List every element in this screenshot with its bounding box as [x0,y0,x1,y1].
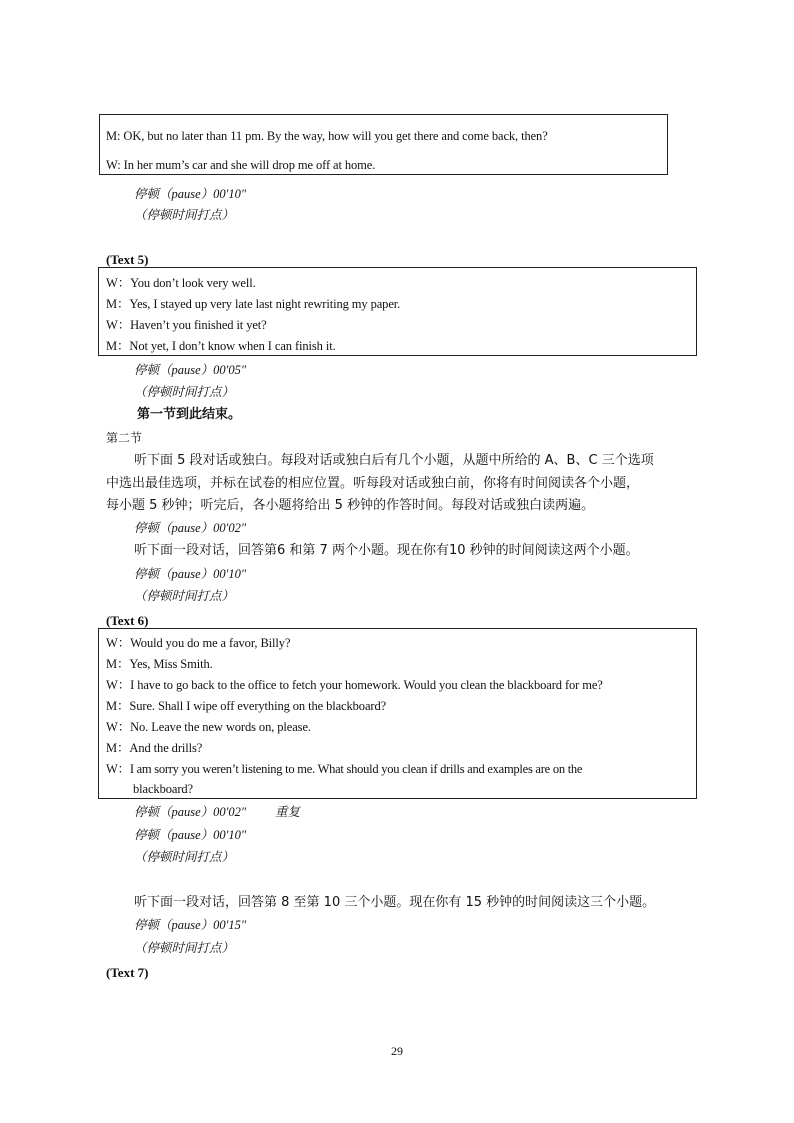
dialogue-text: Yes, I stayed up very late last night rewriting my paper. [129,297,401,311]
pause-instruction: 停顿（pause）00'15" [134,918,247,932]
dialogue-line [106,679,603,692]
text5-heading: (Text 5) [106,252,149,267]
dialogue-line-continuation: blackboard? [133,782,193,796]
speaker-label: W： [106,720,131,734]
dialogue-text: You don’t look very well. [130,276,256,290]
speaker-label: M： [106,657,130,671]
instruction-paragraph-line: 每小题 5 秒钟；听完后，各小题将给出 5 秒钟的作答时间。每段对话或独白读两遍。 [106,498,595,513]
dialogue-line [106,763,582,776]
question-instruction: 听下面一段对话，回答第 8 至第 10 三个小题。现在你有 15 秒钟的时间阅读这三个小题。 [134,895,656,910]
dialogue-line [106,637,290,650]
pause-mark: （停顿时间打点） [134,208,235,222]
dialogue-line [106,277,256,290]
speaker-label: M： [106,699,130,713]
dialogue-line [106,742,202,755]
dialogue-line [106,658,213,671]
dialogue-text: Yes, Miss Smith. [129,657,213,671]
text6-dialogue-box [98,628,697,799]
dialogue-text: No. Leave the new words on, please. [130,720,311,734]
section-title: 第二节 [106,431,143,445]
text6-heading: (Text 6) [106,613,149,628]
page-number: 29 [391,1044,403,1058]
pause-mark: （停顿时间打点） [134,850,235,864]
dialogue-text: I am sorry you weren’t listening to me. What should you clean if drills and examples are on the [129,762,583,776]
speaker-label: W： [106,636,131,650]
dialogue-line [106,298,400,311]
question-instruction: 听下面一段对话，回答第6 和第 7 两个小题。现在你有10 秒钟的时间阅读这两个小题。 [134,543,639,558]
speaker-label: W： [106,318,131,332]
dialogue-text: Would you do me a favor, Billy? [130,636,291,650]
repeat-label: 重复 [275,805,301,819]
text7-heading: (Text 7) [106,965,149,980]
instruction-paragraph-line: 中选出最佳选项，并标在试卷的相应位置。听每段对话或独白前，你将有时间阅读各个小题， [106,476,640,491]
pause-mark: （停顿时间打点） [134,385,235,399]
dialogue-text: Not yet, I don’t know when I can finish it. [129,339,336,353]
instruction-paragraph-line: 听下面 5 段对话或独白。每段对话或独白后有几个小题，从题中所给的 A、B、C 三个选项 [134,453,654,468]
dialogue-line [106,700,386,713]
speaker-label: M： [106,741,130,755]
pause-instruction: 停顿（pause）00'10" [134,187,247,201]
dialogue-line [106,340,336,353]
speaker-label: W： [106,762,130,776]
speaker-label: M： [106,297,130,311]
dialogue-text: And the drills? [129,741,203,755]
pause-mark: （停顿时间打点） [134,589,235,603]
speaker-label: M： [106,339,130,353]
dialogue-line: W: In her mum’s car and she will drop me off at home. [106,158,376,172]
dialogue-text: I have to go back to the office to fetch your homework. Would you clean the blackboard for me? [130,678,603,692]
section-end-note: 第一节到此结束。 [137,407,242,422]
dialogue-text: Haven’t you finished it yet? [130,318,267,332]
dialogue-line [106,721,311,734]
text5-dialogue-box [98,267,697,356]
dialogue-line [106,319,267,332]
pause-instruction: 停顿（pause）00'02" [134,805,247,819]
pause-instruction: 停顿（pause）00'05" [134,363,247,377]
speaker-label: W： [106,276,131,290]
dialogue-line: M: OK, but no later than 11 pm. By the way, how will you get there and come back, then? [106,129,548,143]
pause-mark: （停顿时间打点） [134,941,235,955]
speaker-label: W： [106,678,131,692]
pause-instruction: 停顿（pause）00'02" [134,521,247,535]
pause-instruction: 停顿（pause）00'10" [134,567,247,581]
dialogue-text: Sure. Shall I wipe off everything on the blackboard? [129,699,387,713]
dialogue-box-continuation [99,114,668,175]
pause-instruction: 停顿（pause）00'10" [134,828,247,842]
